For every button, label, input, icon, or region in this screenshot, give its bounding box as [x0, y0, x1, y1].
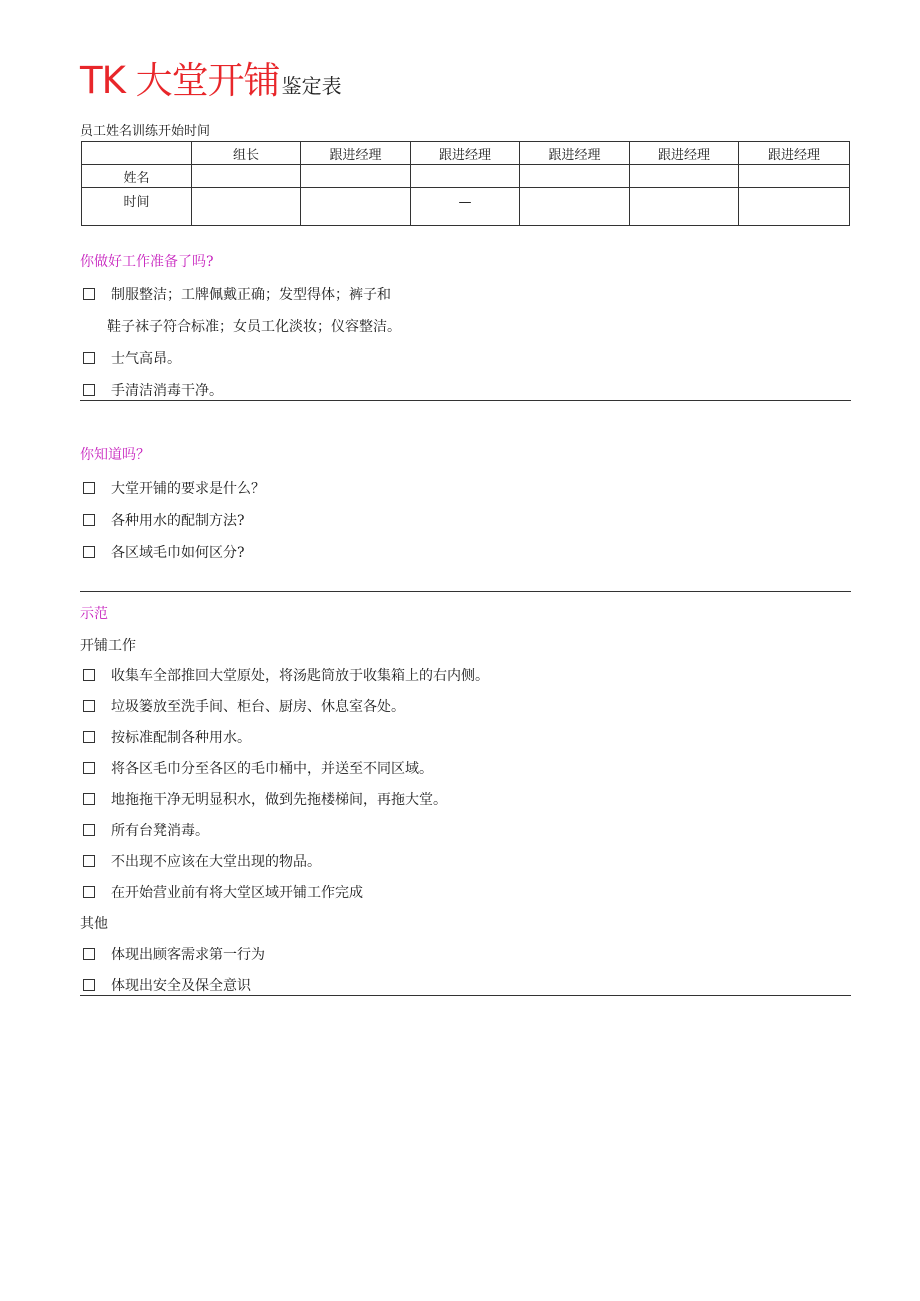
employee-info-line: 员工姓名训练开始时间: [80, 124, 211, 139]
section-heading-preparation: 你做好工作准备了吗?: [80, 254, 214, 270]
checkbox-icon[interactable]: [83, 886, 95, 898]
checklist-item-label: 所有台凳消毒。: [111, 823, 209, 839]
checklist-item: [80, 758, 433, 778]
table-header-cell: 组长: [192, 142, 301, 165]
checklist-item-label: 手清洁消毒干净。: [111, 383, 223, 399]
checkbox-icon[interactable]: [83, 514, 95, 526]
time-cell[interactable]: [739, 188, 850, 226]
title-sub: 鉴定表: [281, 74, 342, 98]
table-header-cell: 跟进经理: [411, 142, 520, 165]
name-cell[interactable]: [192, 165, 301, 188]
checklist-item: [80, 975, 251, 995]
checkbox-icon[interactable]: [83, 762, 95, 774]
checklist-item: [80, 380, 223, 400]
section-divider: [80, 591, 851, 592]
checklist-item-label: 各区域毛巾如何区分?: [111, 545, 245, 561]
checklist-item-label: 地拖拖干净无明显积水，做到先拖楼梯间，再拖大堂。: [111, 792, 447, 808]
table-header-cell: 跟进经理: [301, 142, 411, 165]
checklist-item-label: 将各区毛巾分至各区的毛巾桶中，并送至不同区域。: [111, 761, 433, 777]
time-cell[interactable]: [411, 188, 520, 226]
name-cell[interactable]: [411, 165, 520, 188]
section-heading-demonstration: 示范: [80, 606, 108, 622]
checklist-item-label: 不出现不应该在大堂出现的物品。: [111, 854, 321, 870]
time-cell[interactable]: [192, 188, 301, 226]
name-cell[interactable]: [520, 165, 630, 188]
checkbox-icon[interactable]: [83, 700, 95, 712]
table-header-cell: 跟进经理: [520, 142, 630, 165]
name-cell[interactable]: [630, 165, 739, 188]
time-cell[interactable]: [520, 188, 630, 226]
row-label-name: 姓名: [82, 165, 192, 188]
subsection-title-opening-work: 开铺工作: [80, 638, 136, 654]
name-cell[interactable]: [739, 165, 850, 188]
table-row-time: [82, 188, 850, 226]
checklist-item-label: 在开始营业前有将大堂区域开铺工作完成: [111, 885, 363, 901]
time-mark: —: [458, 195, 472, 210]
checkbox-icon[interactable]: [83, 546, 95, 558]
title-main: TK 大堂开铺: [80, 59, 280, 102]
checkbox-icon[interactable]: [83, 288, 95, 300]
checkbox-icon[interactable]: [83, 384, 95, 396]
checklist-item: [80, 284, 391, 304]
checkbox-icon[interactable]: [83, 979, 95, 991]
table-header-cell: [82, 142, 192, 165]
table-header-row: [82, 142, 850, 165]
checklist-item: [80, 542, 245, 562]
checklist-item-label: 收集车全部推回大堂原处，将汤匙筒放于收集箱上的右内侧。: [111, 668, 489, 684]
table-row-name: [82, 165, 850, 188]
checklist-item: [80, 851, 321, 871]
checklist-item: [80, 820, 209, 840]
table-header-cell: 跟进经理: [630, 142, 739, 165]
checklist-item-label: 各种用水的配制方法?: [111, 513, 245, 529]
time-cell[interactable]: [301, 188, 411, 226]
section-divider: [80, 400, 851, 401]
section-heading-knowledge: 你知道吗？: [80, 447, 150, 463]
table-header-cell: 跟进经理: [739, 142, 850, 165]
checkbox-icon[interactable]: [83, 824, 95, 836]
time-cell[interactable]: [630, 188, 739, 226]
checklist-item: [80, 789, 447, 809]
checklist-item-label: 体现出顾客需求第一行为: [111, 947, 265, 963]
checklist-item: [80, 882, 363, 902]
document-title: [80, 50, 342, 104]
checkbox-icon[interactable]: [83, 669, 95, 681]
checkbox-icon[interactable]: [83, 793, 95, 805]
schedule-table: [81, 141, 850, 226]
section-divider: [80, 995, 851, 996]
checklist-item: [80, 665, 489, 685]
checklist-item: [80, 478, 265, 498]
checklist-item: [80, 348, 181, 368]
checklist-item-label: 士气高昂。: [111, 351, 181, 367]
checkbox-icon[interactable]: [83, 482, 95, 494]
row-label-time: 时间: [82, 188, 192, 226]
subsection-title-other: 其他: [80, 916, 108, 932]
checkbox-icon[interactable]: [83, 352, 95, 364]
checklist-item-label: 制服整洁；工牌佩戴正确；发型得体；裤子和: [111, 287, 391, 303]
checklist-item: [80, 944, 265, 964]
checklist-item-label: 垃圾篓放至洗手间、柜台、厨房、休息室各处。: [111, 699, 405, 715]
checklist-item: [80, 727, 251, 747]
checklist-item: [80, 696, 405, 716]
checklist-item-label: 按标准配制各种用水。: [111, 730, 251, 746]
checklist-item-continuation: 鞋子袜子符合标准；女员工化淡妆；仪容整洁。: [107, 319, 401, 335]
checklist-item-label: 大堂开铺的要求是什么？: [111, 481, 265, 497]
checkbox-icon[interactable]: [83, 855, 95, 867]
checklist-item: [80, 510, 245, 530]
checklist-item-label: 体现出安全及保全意识: [111, 978, 251, 994]
checkbox-icon[interactable]: [83, 731, 95, 743]
name-cell[interactable]: [301, 165, 411, 188]
checkbox-icon[interactable]: [83, 948, 95, 960]
